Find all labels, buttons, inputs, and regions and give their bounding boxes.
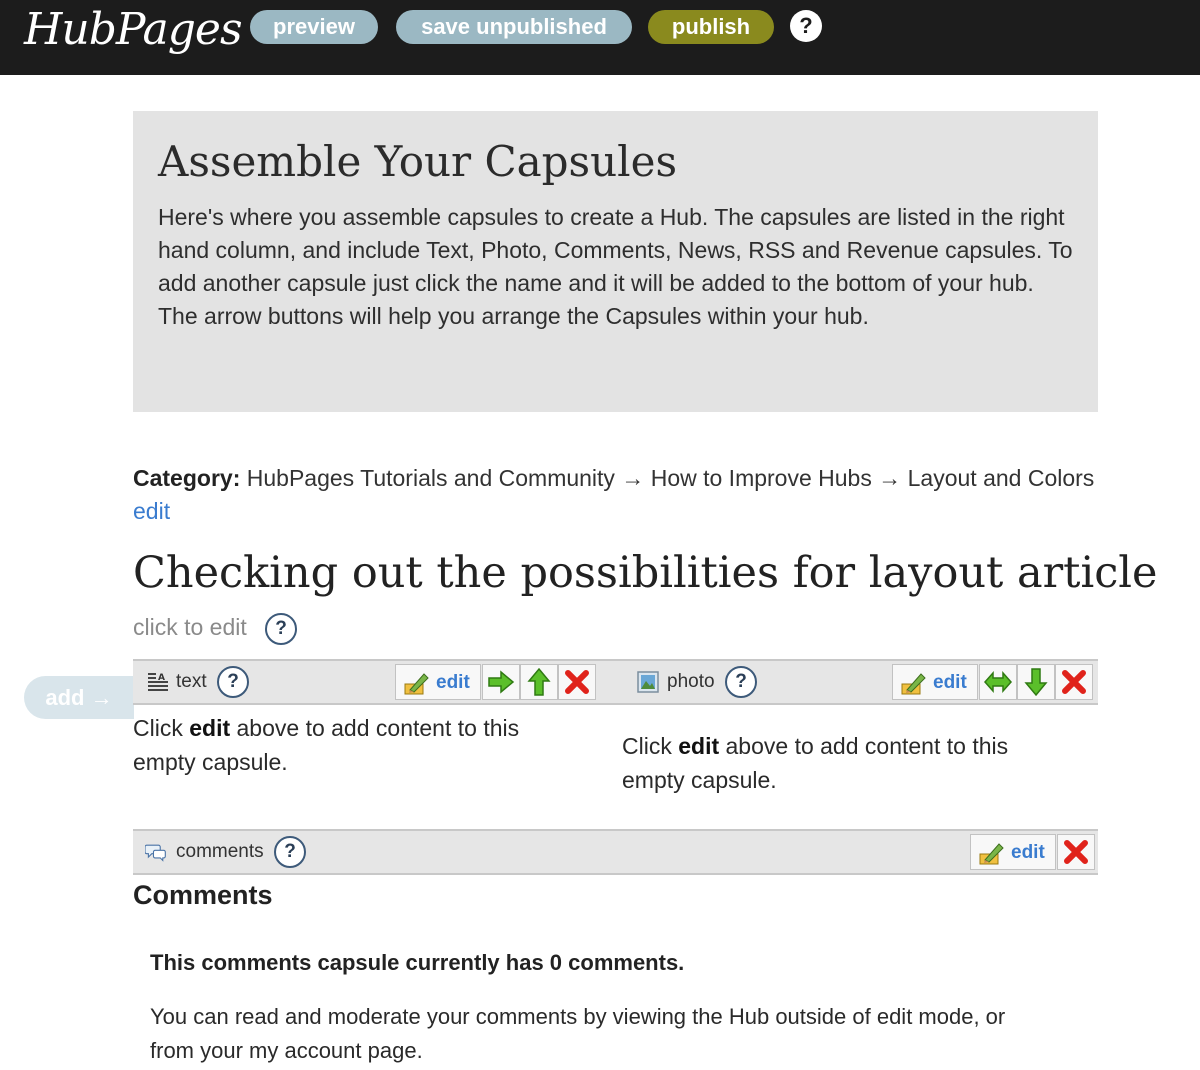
hubpages-logo[interactable]: HubPages — [24, 4, 242, 55]
hub-title[interactable]: Checking out the possibilities for layout article — [133, 548, 1158, 598]
move-up-button[interactable] — [520, 664, 558, 700]
intro-panel — [133, 111, 1098, 412]
comments-edit-label: edit — [1011, 842, 1045, 863]
help-icon[interactable]: ? — [790, 10, 822, 42]
text-edit-button[interactable] — [395, 664, 481, 700]
text-empty-bold: edit — [189, 715, 231, 741]
help-icon[interactable]: ? — [265, 613, 297, 645]
pencil-icon — [899, 670, 929, 696]
photo-empty-bold: edit — [678, 733, 720, 759]
arrow-left-right-icon — [983, 670, 1013, 694]
intro-title: Assemble Your Capsules — [158, 137, 677, 186]
add-capsule-tab[interactable]: add → — [24, 676, 134, 719]
comments-edit-button[interactable] — [970, 834, 1056, 870]
svg-text:A: A — [158, 673, 165, 683]
delete-x-icon — [564, 669, 590, 695]
comments-capsule-label: comments — [176, 841, 264, 862]
delete-photo-capsule-button[interactable] — [1055, 664, 1093, 700]
category-label: Category: — [133, 465, 241, 491]
comments-moderation-note: You can read and moderate your comments by viewing the Hub outside of edit mode, or from your my account page. — [150, 1004, 1006, 1063]
arrow-right-icon — [487, 670, 515, 694]
category-edit-link[interactable]: edit — [133, 498, 171, 524]
text-empty-pre: Click — [133, 715, 190, 741]
text-capsule-content — [133, 711, 583, 779]
arrow-up-icon — [527, 667, 551, 697]
move-right-button[interactable] — [482, 664, 520, 700]
help-icon[interactable]: ? — [274, 836, 306, 868]
click-to-edit-label: click to edit — [133, 614, 247, 640]
comments-count-text — [150, 950, 684, 976]
intro-body: Here's where you assemble capsules to create a Hub. The capsules are listed in the right hand column, and include Text, Photo, Comments, News, RSS and Revenue capsules. To add another capsule just click the name and it will be added to the bottom of your hub. The arrow buttons will help you arrange the Capsules within your hub. — [158, 204, 1073, 329]
photo-capsule-content — [622, 729, 1072, 797]
photo-edit-label: edit — [933, 672, 967, 693]
photo-edit-button[interactable] — [892, 664, 978, 700]
preview-button[interactable]: preview — [250, 10, 378, 44]
publish-button[interactable]: publish — [648, 10, 774, 44]
save-unpublished-button[interactable]: save unpublished — [396, 10, 632, 44]
text-edit-label: edit — [436, 672, 470, 693]
text-capsule-label: text — [176, 671, 207, 692]
photo-empty-pre: Click — [622, 733, 679, 759]
text-capsule-icon — [147, 671, 169, 693]
help-icon[interactable]: ? — [725, 666, 757, 698]
comments-count-label: This comments capsule currently has 0 comments. — [150, 950, 685, 975]
help-icon[interactable]: ? — [217, 666, 249, 698]
comments-capsule-toolbar — [133, 829, 1098, 875]
comments-capsule-icon — [145, 841, 167, 863]
category-line — [133, 462, 1098, 528]
delete-text-capsule-button[interactable] — [558, 664, 596, 700]
photo-empty-post: above to add content to this empty capsule. — [622, 733, 1009, 793]
text-capsule-toolbar — [133, 659, 615, 705]
delete-comments-capsule-button[interactable] — [1057, 834, 1095, 870]
text-empty-post: above to add content to this empty capsule. — [133, 715, 520, 775]
delete-x-icon — [1063, 839, 1089, 865]
pencil-icon — [977, 840, 1007, 866]
move-down-button[interactable] — [1017, 664, 1055, 700]
pencil-icon — [402, 670, 432, 696]
photo-capsule-label: photo — [667, 671, 715, 692]
delete-x-icon — [1061, 669, 1087, 695]
category-path: HubPages Tutorials and Community → How to Improve Hubs → Layout and Colors — [246, 465, 1095, 491]
click-to-edit-hint[interactable] — [133, 614, 287, 641]
swap-left-right-button[interactable] — [979, 664, 1017, 700]
photo-capsule-toolbar — [615, 659, 1098, 705]
comments-heading: Comments — [133, 880, 273, 910]
arrow-down-icon — [1024, 667, 1048, 697]
photo-capsule-icon — [637, 671, 659, 693]
top-toolbar — [0, 0, 1200, 75]
